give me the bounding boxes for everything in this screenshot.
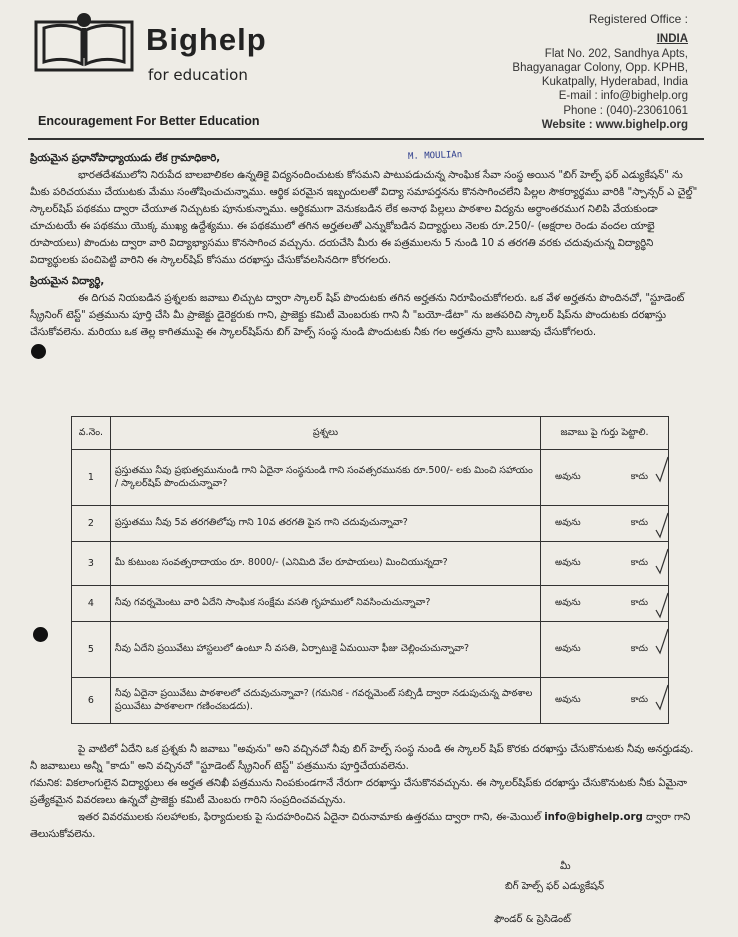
contact-text: ఇతర వివరములకు సలహాలకు, ఫిర్యాదులకు పై సుదహరించిన ఏదైనా చిరునామాకు ఉత్తరము ద్వారా గాని, ఈ-మెయిల్ [78,812,541,823]
punch-hole [33,627,48,642]
row-answer-cell [540,542,668,586]
row-question: నీవు ఏదేని ప్రయివేటు హాస్టలులో ఉంటూ నీ వసతి, ఏర్పాటుకై ఏమయినా ఫీజు చెల్లించుచున్నావా? [110,622,540,678]
answer-no-option[interactable]: కాదు [630,643,648,654]
col-header-question: ప్రశ్నలు [110,417,540,450]
answer-yes-option[interactable]: అవును [554,643,581,654]
table-row [72,506,669,542]
row-answer-cell [540,586,668,622]
check-mark-icon [654,682,670,712]
office-phone: Phone : (040)-23061061 [563,104,688,117]
row-number: 6 [72,678,111,724]
check-mark-icon [654,626,670,656]
contact-text-end: ద్వారా గాని తెలుసుకోవలెను. [30,812,691,840]
answer-yes-option[interactable]: అవును [554,597,581,608]
table-row [72,678,669,724]
book-logo-icon [34,12,134,72]
row-answer-cell [540,506,668,542]
brand-name: Bighelp [146,22,267,57]
row-answer-cell [540,450,668,506]
table-row [72,542,669,586]
signature-organisation: బిగ్ హెల్ప్ ఫర్ ఎడ్యుకేషన్ [505,881,605,892]
office-country: INDIA [656,33,688,46]
office-address-line: Flat No. 202, Sandhya Apts, [544,47,688,60]
row-question: నీవు ఏదైనా ప్రయివేటు పాఠశాలలో చదువుచున్నావా? (గమనిక - గవర్నమెంట్ సబ్సిడీ ద్వారా నడుపుచున్న పాఠశాల ప్రయివేటు పాఠశాలగా గణించబడదు). [110,678,540,724]
check-mark-icon [654,546,670,576]
punch-hole [31,344,46,359]
answer-yes-option[interactable]: అవును [554,694,581,705]
handwritten-note: M. MOULIAn [407,150,463,162]
table-row [72,450,669,506]
check-mark-icon [654,590,670,620]
row-number: 5 [72,622,111,678]
row-number: 2 [72,506,111,542]
row-number: 3 [72,542,111,586]
contact-email-link[interactable]: info@bighelp.org [544,812,643,823]
answer-yes-option[interactable]: అవును [554,517,581,528]
header-divider [28,138,704,140]
answer-yes-option[interactable]: అవును [554,471,581,482]
signature-title: ఫౌండర్ & ప్రెసిడెంట్ [494,914,571,925]
row-number: 4 [72,586,111,622]
row-number: 1 [72,450,111,506]
tagline: Encouragement For Better Education [38,114,260,128]
paragraph-instructions: ఈ దిగువ నియబడిన ప్రశ్నలకు జవాబు లిచ్చుట ద్వారా స్కాలర్ షిప్ పొందుటకు తగిన అర్హతను నిరూపించుకోగలరు. ఒక వేళ అర్హతను పొందినచో, "స్టూడెంట్ స్క్రీనింగ్ టెస్ట్" పత్రమును పూర్తి చేసి మీ ప్రాజెక్టు డైరెక్టరుకు గాని, ప్రాజెక్టు కమిటీ మెంబరుకు గాని నీ "బయో-డేటా" ను జతపరిచి స్కాలర్ షిప్‌ను పొందుటకు దరఖాస్తు చేసుకోవలెను. మరియు ఒక తెల్ల కాగితముపై ఈ స్కాలర్‌షిప్‌ను బిగ్ హెల్ప్ సంస్థ నుండి పొందుటకు నీకు గల అర్హతను వ్రాసి ఋజువు చేసుకోగలరు. [30,293,685,338]
salutation-student: ప్రియమైన విద్యార్థి, [30,276,105,287]
row-answer-cell [540,622,668,678]
col-header-answer: జవాబు పై గుర్తు పెట్టాలి. [540,417,668,450]
answer-no-option[interactable]: కాదు [630,471,648,482]
office-email: E-mail : info@bighelp.org [558,90,688,103]
paragraph-eligibility: పై వాటిలో ఏదేని ఒక ప్రశ్నకు నీ జవాబు "అవును" అని వచ్చినచో నీవు బిగ్ హెల్ప్ సంస్థ నుండి ఈ స్కాలర్ షిప్ కొరకు దరఖాస్తు చేసుకొనుటకు నీవు అనర్హుడవు. నీ జవాబులు అన్నీ "కాదు" అని వచ్చినచో "స్టూడెంట్ స్క్రీనింగ్ టెస్ట్" పత్రమును పూర్తిచేయవలెను. [30,744,694,772]
row-question: నీవు గవర్నమెంటు వారి ఏదేని సాంఘిక సంక్షేమ వసతి గృహములో నివసించుచున్నావా? [110,586,540,622]
table-row [72,586,669,622]
table-row [72,622,669,678]
answer-no-option[interactable]: కాదు [630,517,648,528]
answer-no-option[interactable]: కాదు [630,557,648,568]
salutation-headmaster: ప్రియమైన ప్రధానోపాధ్యాయుడు లేక గ్రామాధికారి, [30,153,221,164]
paragraph-note: గమనిక: వికలాంగులైన విద్యార్థులు ఈ అర్హత తనిఖీ పత్రమును నింపకుండగానే నేరుగా దరఖాస్తు చేసుకొనవచ్చును. ఈ స్కాలర్‌షిప్‌కు దరఖాస్తు చేసుకొనుటకు నీకు ఏమైనా ప్రత్యేకమైన వివరణలు ఉన్నచో ప్రాజెక్టు కమిటీ మెంబరు గారిని సంప్రదించవచ్చును. [30,778,687,806]
answer-no-option[interactable]: కాదు [630,597,648,608]
office-title: Registered Office : [588,12,688,26]
check-mark-icon [654,454,670,484]
row-question: ప్రస్తుతము నీవు ప్రభుత్వమునుండి గాని ఏదైనా సంస్థనుండి గాని సంవత్సరమునకు రూ.500/- లకు మించి సహాయం / స్కాలర్‌షిప్ పొందుచున్నావా? [110,450,540,506]
answer-yes-option[interactable]: అవును [554,557,581,568]
office-address-line: Bhagyanagar Colony, Opp. KPHB, [512,61,688,74]
paragraph-contact [30,809,702,843]
office-address-line: Kukatpally, Hyderabad, India [541,76,688,89]
office-website: Website : www.bighelp.org [541,119,688,132]
paragraph-intro: భారతదేశములోని నిరుపేద బాలబాలికల ఉన్నతికై విద్యనందించుటకు కోసమని పాటుపడుచున్న సాంఘిక సేవా సంస్థ అయిన "బిగ్ హెల్ప్ ఫర్ ఎడ్యుకేషన్" ను మీకు పరిచయము చేయుటకు మేము సంతోషించుచున్నాము. ఆర్థిక పరమైన ఇబ్బందులతో విద్యా సమాపర్తనను కొనసాగించలేని పిల్లల సౌకర్యార్థము వారికి "స్పాన్సర్ ఎ చైల్డ్" స్కాలర్‌షిప్ పథకము ద్వారా చేయూత నిచ్చుటకు పూనుకున్నాము. ఆర్థికముగా వెనుకబడిన లేక అనాథ పిల్లలు పాఠశాల విద్యను అర్ధాంతరముగ నిలిపి వేయకుండా చూచుటయే ఈ పథకము యొక్క ముఖ్య ఉద్దేశ్యము. ఈ పథకములో తగిన అర్హతలతో ఎన్నుకోబడిన విద్యార్థులు నెలకు రూ.250/- (అక్షరాల రెండు వందల యాభై రూపాయలు) పొందుట ద్వారా వారి విద్యాభ్యాసము కొనసాగించ వచ్చును. దయచేసి మీరు ఈ పత్రములను 5 నుండి 10 వ తరగతి వరకు చదువుచున్న విద్యార్థిని విద్యార్థులకు పంచిపెట్టి వారిని ఈ స్కాలర్‌షిప్ కోసము దరఖాస్తు చేసుకోవలసినదిగా కోరగలరు. [30,170,698,266]
table-header-row [72,417,669,450]
check-mark-icon [654,510,670,540]
eligibility-table [71,416,669,724]
row-question: మీ కుటుంబ సంవత్సరాదాయం రూ. 8000/- (ఎనిమిది వేల రూపాయలు) మించియున్నదా? [110,542,540,586]
registered-office [512,12,688,132]
row-answer-cell [540,678,668,724]
letter-closing [30,741,702,843]
col-header-number: వ.నెం. [72,417,111,450]
letter-intro [30,150,702,341]
signature-line: మీ [560,861,571,872]
row-question: ప్రస్తుతము నీవు 5వ తరగతిలోపు గాని 10వ తరగతి పైన గాని చదువుచున్నావా? [110,506,540,542]
brand-subtitle: for education [148,66,248,84]
answer-no-option[interactable]: కాదు [630,694,648,705]
